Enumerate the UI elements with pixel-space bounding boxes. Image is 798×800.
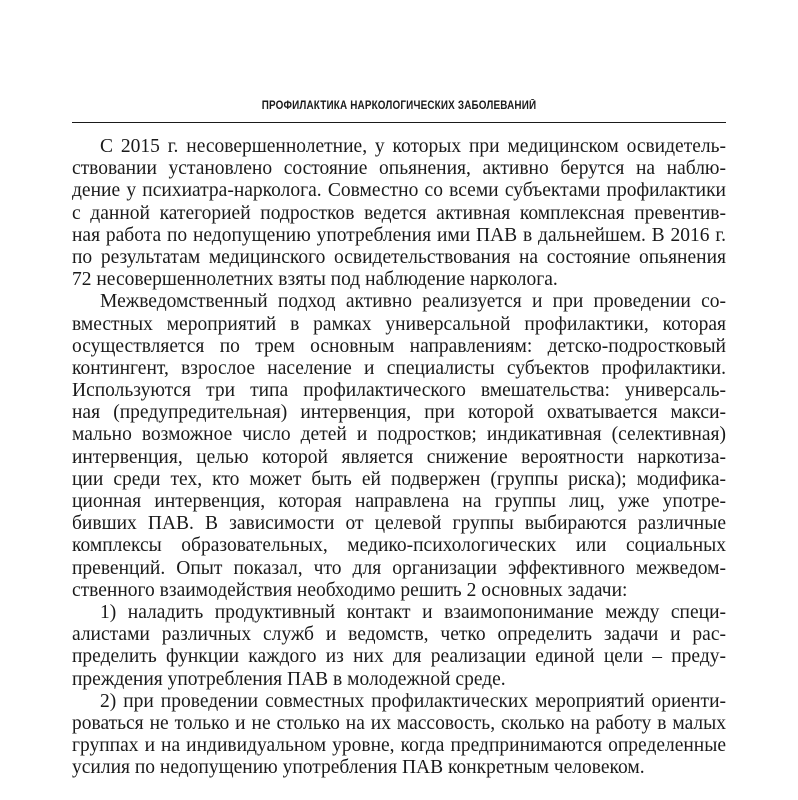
paragraph-4 [72,691,726,780]
text-line: ственного взаимодействия необходимо решить 2 основных задачи: [72,579,628,601]
text-line: ная работа по недопущению употребления ими ПАВ в дальнейшем. В 2016 г. [72,224,726,246]
text-line: мально возможное число детей и подростков; индикативная (селективная) [72,424,726,446]
paragraph-1 [72,136,726,291]
text-line: бивших ПАВ. В зависимости от целевой группы выбираются различные [72,513,726,535]
text-line: интервенция, целью которой является снижение вероятности наркотиза- [72,446,726,468]
text-line: ствовании установлено состояние опьянения, активно берутся на наблю- [72,158,726,180]
text-line: осуществляется по трем основным направлениям: детско-подростковый [72,335,726,357]
text-line: комплексы образовательных, медико-психологических или социальных [72,535,726,557]
text-line: контингент, взрослое население и специалисты субъектов профилактики. [72,357,726,379]
text-line: алистами различных служб и ведомств, четко определить задачи и рас- [72,624,726,646]
text-line: С 2015 г. несовершеннолетние, у которых при медицинском освидетель- [100,136,726,157]
text-line: усилия по недопущению употребления ПАВ конкретным человеком. [72,757,645,779]
running-header: ПРОФИЛАКТИКА НАРКОЛОГИЧЕСКИХ ЗАБОЛЕВАНИЙ [261,100,537,112]
text-line: по результатам медицинского освидетельствования на состояние опьянения [72,246,726,268]
paragraph-2 [72,291,726,602]
body-text [72,136,726,779]
text-line: вместных мероприятий в рамках универсальной профилактики, которая [72,313,726,335]
text-line: 2) при проведении совместных профилактических мероприятий ориенти- [100,690,726,712]
header-rule [72,122,726,123]
text-line: превенций. Опыт показал, что для организации эффективного межведом- [72,557,726,579]
text-line: пределить функции каждого из них для реализации единой цели – преду- [72,646,726,668]
text-line: преждения употребления ПАВ в молодежной среде. [72,668,506,690]
text-line: ная (предупредительная) интервенция, при которой охватывается макси- [72,402,726,424]
text-line: 72 несовершеннолетних взяты под наблюдение нарколога. [72,269,558,291]
text-line: 1) наладить продуктивный контакт и взаимопонимание между специ- [100,601,726,623]
text-line: ции среди тех, кто может быть ей подвержен (группы риска); модифика- [72,468,726,490]
text-line: Межведомственный подход активно реализуется и при проведении со- [100,291,726,313]
text-line: дение у психиатра-нарколога. Совместно со всеми субъектами профилактики [72,180,726,202]
text-line: Используются три типа профилактического вмешательства: универсаль- [72,380,726,402]
text-line: ционная интервенция, которая направлена на группы лиц, уже употре- [72,491,726,512]
paragraph-3 [72,602,726,691]
text-line: роваться не только и не столько на их массовость, сколько на работу в малых [72,712,726,734]
text-line: с данной категорией подростков ведется активная комплексная превентив- [72,202,726,224]
text-line: группах и на индивидуальном уровне, когда предпринимаются определенные [72,735,726,757]
